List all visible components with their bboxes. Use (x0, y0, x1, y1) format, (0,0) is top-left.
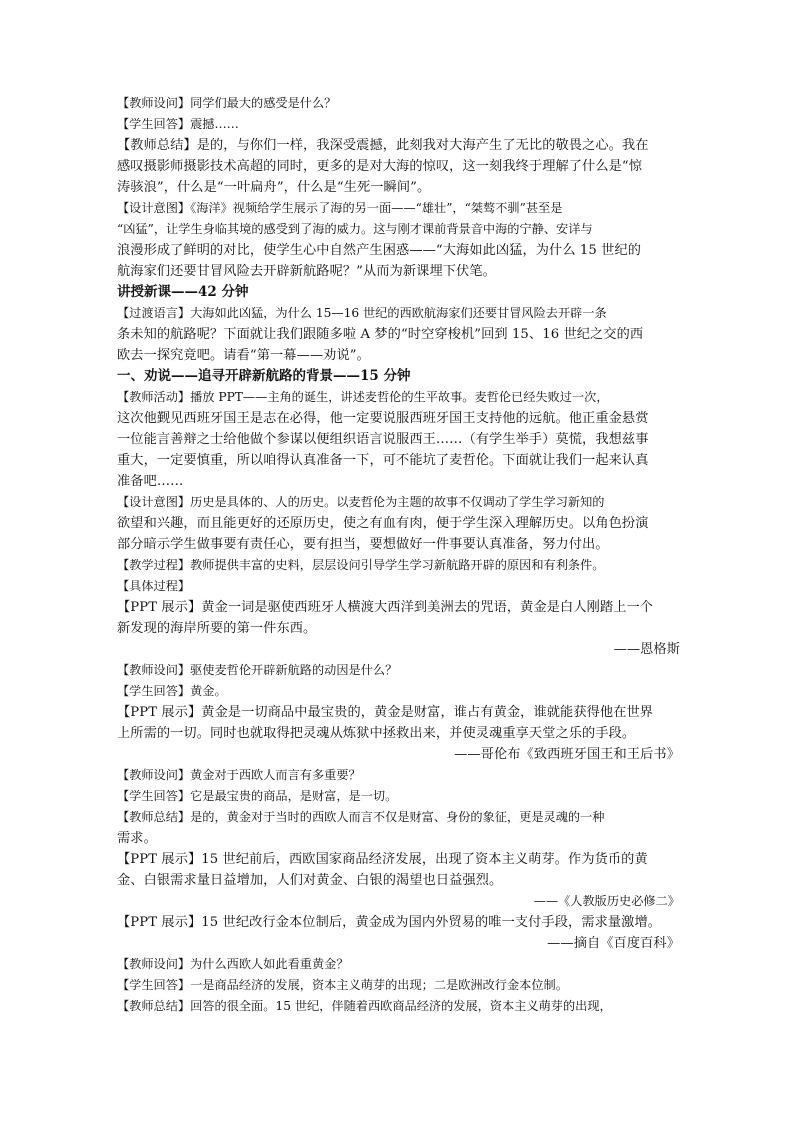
text-line: 【教师总结】是的，与你们一样，我深受震撼，此刻我对大海产生了无比的敬畏之心。我在 (117, 138, 649, 153)
section-heading: 讲授新课——42 分钟 (117, 284, 249, 300)
citation: ——恩格斯 (613, 642, 680, 657)
text-line: 浪漫形成了鲜明的对比，使学生心中自然产生困惑——“大海如此凶猛，为什么 15 世纪的 (117, 243, 642, 258)
text-line: 涛骇浪”，什么是“一叶扁舟”，什么是“生死一瞬间”。 (117, 180, 431, 195)
text-line: 【学生回答】震撼…… (117, 117, 239, 131)
text-line: 欧去一探究竟吧。请看“第一幕——劝说”。 (117, 348, 370, 363)
text-line: 需求。 (117, 831, 157, 846)
text-line: 【PPT 展示】15 世纪改行金本位制后，黄金成为国内外贸易的唯一支付手段，需求量激增。 (117, 915, 662, 930)
text-line: 上所需的一切。同时也就取得把灵魂从炼狱中拯救出来，并使灵魂重享天堂之乐的手段。 (117, 726, 636, 741)
text-line: 重大，一定要慎重，所以咱得认真准备一下，可不能坑了麦哲伦。下面就让我们一起来认真 (117, 453, 649, 468)
text-line: 【教师设问】为什么西欧人如此看重黄金？ (117, 957, 349, 971)
text-line: 【教师总结】回答的很全面。15 世纪，伴随着西欧商品经济的发展，资本主义萌芽的出现， (117, 999, 612, 1013)
text-line: 【教师总结】是的，黄金对于当时的西欧人而言不仅是财富、身份的象征，更是灵魂的一种 (117, 810, 605, 824)
citation: ——哥伦布《致西班牙国王和王后书》 (454, 747, 680, 762)
text-line: 【设计意图】历史是具体的、人的历史。以麦哲伦为主题的故事不仅调动了学生学习新知的 (117, 495, 605, 509)
text-line: 金、白银需求量日益增加，人们对黄金、白银的渴望也日益强烈。 (117, 873, 503, 888)
text-line: 【学生回答】一是商品经济的发展，资本主义萌芽的出现；二是欧洲改行金本位制。 (117, 978, 568, 992)
text-line: 【设计意图】《海洋》视频给学生展示了海的另一面——“雄壮”，“桀骜不驯”甚至是 (117, 201, 563, 215)
text-line: 航海家们还要甘冒风险去开辟新航路呢？”从而为新课埋下伏笔。 (117, 264, 496, 279)
text-line: 感叹摄影师摄影技术高超的同时，更多的是对大海的惊叹，这一刻我终于理解了什么是“惊 (117, 159, 643, 174)
text-line: 【PPT 展示】黄金是一切商品中最宝贵的，黄金是财富，谁占有黄金，谁就能获得他在世界 (117, 705, 654, 720)
text-line: 【教师设问】同学们最大的感受是什么？ (117, 96, 337, 110)
citation: ——《人教版历史必修二》 (533, 894, 680, 908)
text-line: 【教师设问】驱使麦哲伦开辟新航路的动因是什么？ (117, 663, 398, 677)
text-line: 部分暗示学生做事要有责任心，要有担当，要想做好一件事要认真准备，努力付出。 (117, 537, 609, 552)
text-line: 【具体过程】 (117, 579, 191, 593)
text-line: 一位能言善辩之士给他做个参谋以便组织语言说服西王……（有学生举手）莫慌，我想兹事 (117, 432, 649, 447)
text-line: 【学生回答】黄金。 (117, 684, 227, 698)
text-line: 新发现的海岸所要的第一件东西。 (117, 621, 317, 636)
text-line: 条未知的航路呢？下面就让我们跟随多啦 A 梦的“时空穿梭机”回到 15、16 世纪之交的西 (117, 327, 644, 342)
document-page (117, 93, 680, 1017)
text-line: 准备吧…… (117, 474, 184, 489)
text-line: 【教师活动】播放 PPT——主角的诞生，讲述麦哲伦的生平故事。麦哲伦已经失败过一次， (117, 390, 609, 404)
text-line: 【PPT 展示】黄金一词是驱使西班牙人横渡大西洋到美洲去的咒语，黄金是白人刚踏上一个 (117, 600, 654, 615)
text-line: “凶猛”，让学生身临其境的感受到了海的威力。这与刚才课前背景音中海的宁静、安详与 (117, 222, 593, 236)
text-line: 【过渡语言】大海如此凶猛，为什么 15—16 世纪的西欧航海家们还要甘冒风险去开辟一条 (117, 306, 607, 320)
text-line: 【学生回答】它是最宝贵的商品，是财富，是一切。 (117, 789, 398, 803)
citation: ——摘自《百度百科》 (547, 936, 680, 951)
text-line: 【PPT 展示】15 世纪前后，西欧国家商品经济发展，出现了资本主义萌芽。作为货币的黄 (117, 852, 648, 867)
text-line: 这次他觐见西班牙国王是志在必得，他一定要说服西班牙国王支持他的远航。他正重金悬赏 (117, 411, 649, 426)
section-heading: 一、劝说——追寻开辟新航路的背景——15 分钟 (117, 368, 411, 384)
text-line: 欲望和兴趣，而且能更好的还原历史，使之有血有肉，便于学生深入理解历史。以角色扮演 (117, 516, 649, 531)
text-line: 【教师设问】黄金对于西欧人而言有多重要？ (117, 768, 361, 782)
text-line: 【教学过程】教师提供丰富的史料，层层设问引导学生学习新航路开辟的原因和有利条件。 (117, 558, 605, 572)
